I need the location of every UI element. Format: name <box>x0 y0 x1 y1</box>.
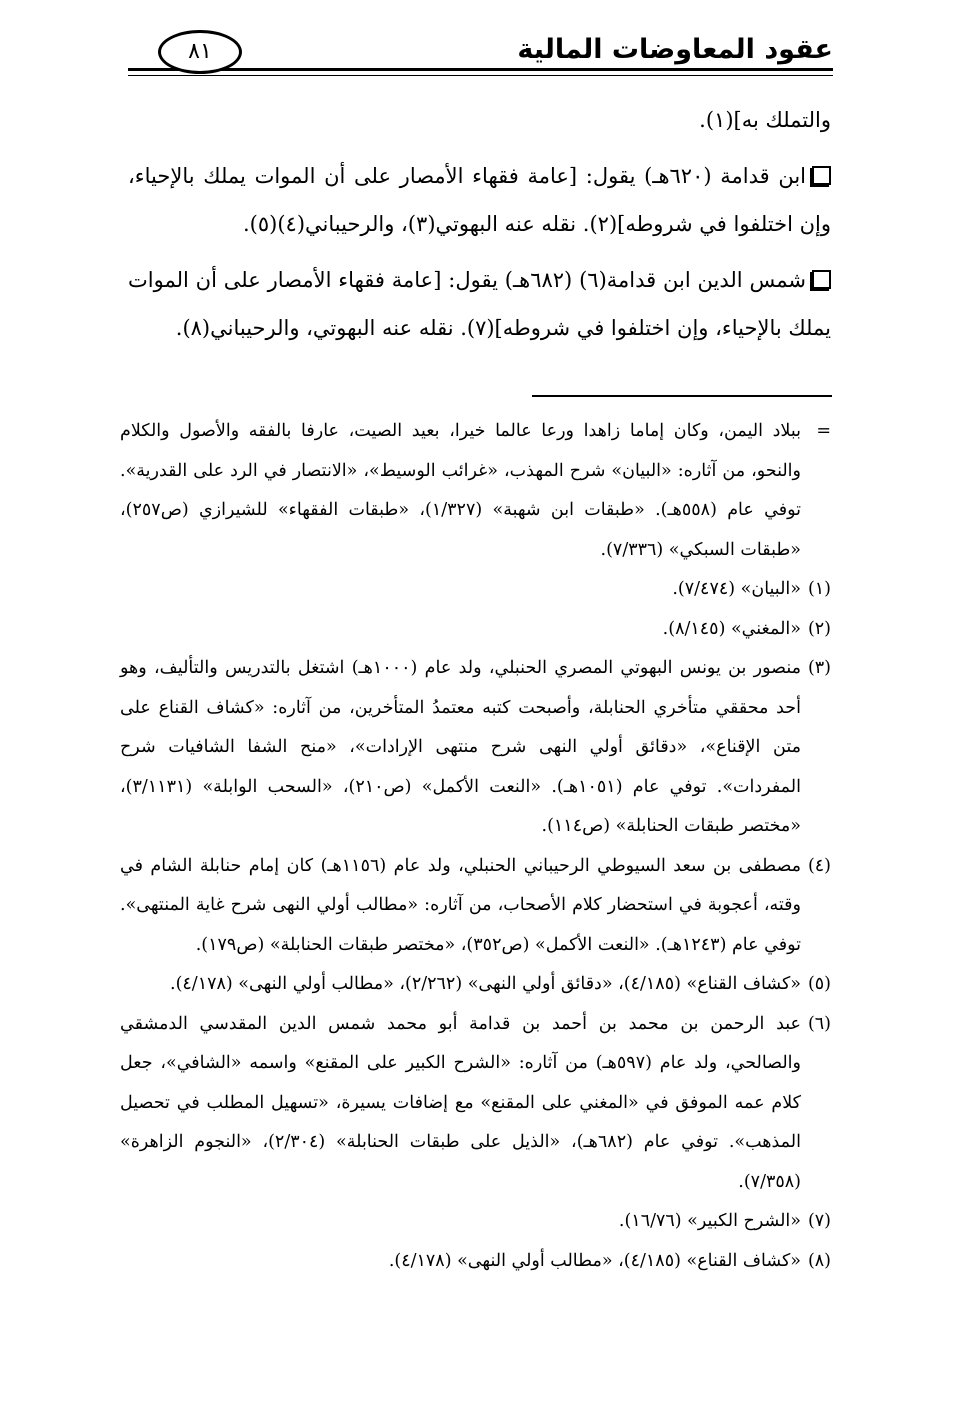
page-header <box>128 28 833 78</box>
footnote-text: مصطفى بن سعد السيوطي الرحيباني الحنبلي، ولد عام (١١٥٦هـ) كان إمام حنابلة الشام في وقته، أعجوبة في استحضار كلام الأصحاب، من آثاره: «مطالب أولي النهى شرح غاية المنتهى». توفي عام (١٢٤٣هـ). «النعت الأكمل» (ص٣٥٢)، «مختصر طبقات الحنابلة» (ص١٧٩). <box>120 855 801 955</box>
footnote <box>120 965 831 1005</box>
footnote-text: «كشاف القناع» (٤/١٨٥)، «دقائق أولي النهى» (٢/٢٦٢)، «مطالب أولي النهى» (٤/١٧٨). <box>170 974 801 994</box>
footnote-text: عبد الرحمن بن محمد بن أحمد بن قدامة أبو محمد شمس الدين المقدسي الدمشقي والصالحي، ولد عام (٥٩٧هـ) من آثاره: «الشرح الكبير على المقنع» واسمه «الشافي»، جعل كلام عمه الموفق في «المغني على المقنع» مع إضافات يسيرة، «تسهيل المطلب في تحصيل المذهب». توفي عام (٦٨٢هـ)، «الذيل على طبقات الحنابلة» (٢/٣٠٤)، «النجوم الزاهرة» (٧/٣٥٨). <box>120 1013 801 1192</box>
checkbox-bullet-icon <box>812 166 831 185</box>
header-rule-thick <box>128 68 833 71</box>
footnote-marker: (٧) <box>807 1211 831 1231</box>
footnotes <box>120 412 831 1281</box>
main-paragraph-quote: ابن قدامة (٦٢٠هـ) يقول: [عامة فقهاء الأمصار على أن الموات يملك بالإحياء، وإن اختلفوا في شروطه](٢). نقله عنه البهوتي(٣)، والرحيباني(٤)(٥). <box>128 164 831 236</box>
header-rule-thin <box>128 75 833 76</box>
footnote-text: «الشرح الكبير» (١٦/٧٦). <box>618 1211 801 1231</box>
footnote <box>120 412 831 570</box>
footnote-marker: = <box>816 421 831 441</box>
page-number: ٨١ <box>158 30 242 74</box>
main-text <box>128 96 831 360</box>
footnote-separator <box>532 395 832 397</box>
footnote-text: «كشاف القناع» (٤/١٨٥)، «مطالب أولي النهى» (٤/١٧٨). <box>388 1250 801 1271</box>
footnote <box>120 610 831 650</box>
footnote <box>120 649 831 847</box>
footnote-text: ببلاد اليمن، وكان إماما زاهدا ورعا عالما خيرا، بعيد الصيت، عارفا بالفقه والأصول والكلام والنحو، من آثاره: «البيان» شرح المهذب، «غرائب الوسيط»، «الانتصار في الرد على القدرية». توفي عام (٥٥٨هـ). «طبقات ابن شهبة» (١/٣٢٧)، «طبقات الفقهاء» للشيرازي (ص٢٥٧)، «طبقات السبكي» (٧/٣٣٦). <box>120 421 801 560</box>
footnote <box>120 1242 831 1282</box>
checkbox-bullet-icon <box>812 270 831 289</box>
footnote-marker: (٤) <box>807 855 831 876</box>
main-paragraph-quote: شمس الدين ابن قدامة(٦) (٦٨٢هـ) يقول: [عامة فقهاء الأمصار على أن الموات يملك بالإحياء، وإن اختلفوا في شروطه](٧). نقله عنه البهوتي، والرحيباني(٨). <box>128 268 831 340</box>
footnote <box>120 1202 831 1242</box>
footnote-marker: (٥) <box>807 974 831 994</box>
footnote-marker: (٦) <box>807 1013 831 1034</box>
footnote-marker: (١) <box>807 579 831 599</box>
main-paragraph: والتملك به](١). <box>699 108 831 132</box>
footnote-text: «البيان» (٧/٤٧٤). <box>672 579 801 599</box>
footnote-text: «المغني» (٨/١٤٥). <box>662 618 801 639</box>
footnote-marker: (٣) <box>807 658 831 678</box>
footnote-text: منصور بن يونس البهوتي المصري الحنبلي، ولد عام (١٠٠٠هـ) اشتغل بالتدريس والتأليف، وهو أحد محققي متأخري الحنابلة، وأصبحت كتبه معتمدُ المتأخرين، من آثاره: «كشاف القناع على متن الإقناع»، «دقائق أولي النهى شرح منتهى الإرادات»، «منح الشفا الشافيات شرح المفردات». توفي عام (١٠٥١هـ). «النعت الأكمل» (ص٢١٠)، «السحب الوابلة» (٣/١١٣١)، «مختصر طبقات الحنابلة» (ص١١٤). <box>120 658 801 836</box>
footnote <box>120 1005 831 1203</box>
book-title: عقود المعاوضات المالية <box>517 34 833 65</box>
footnote-marker: (٢) <box>807 618 831 639</box>
footnote <box>120 847 831 966</box>
footnote-marker: (٨) <box>807 1250 831 1271</box>
footnote <box>120 570 831 610</box>
